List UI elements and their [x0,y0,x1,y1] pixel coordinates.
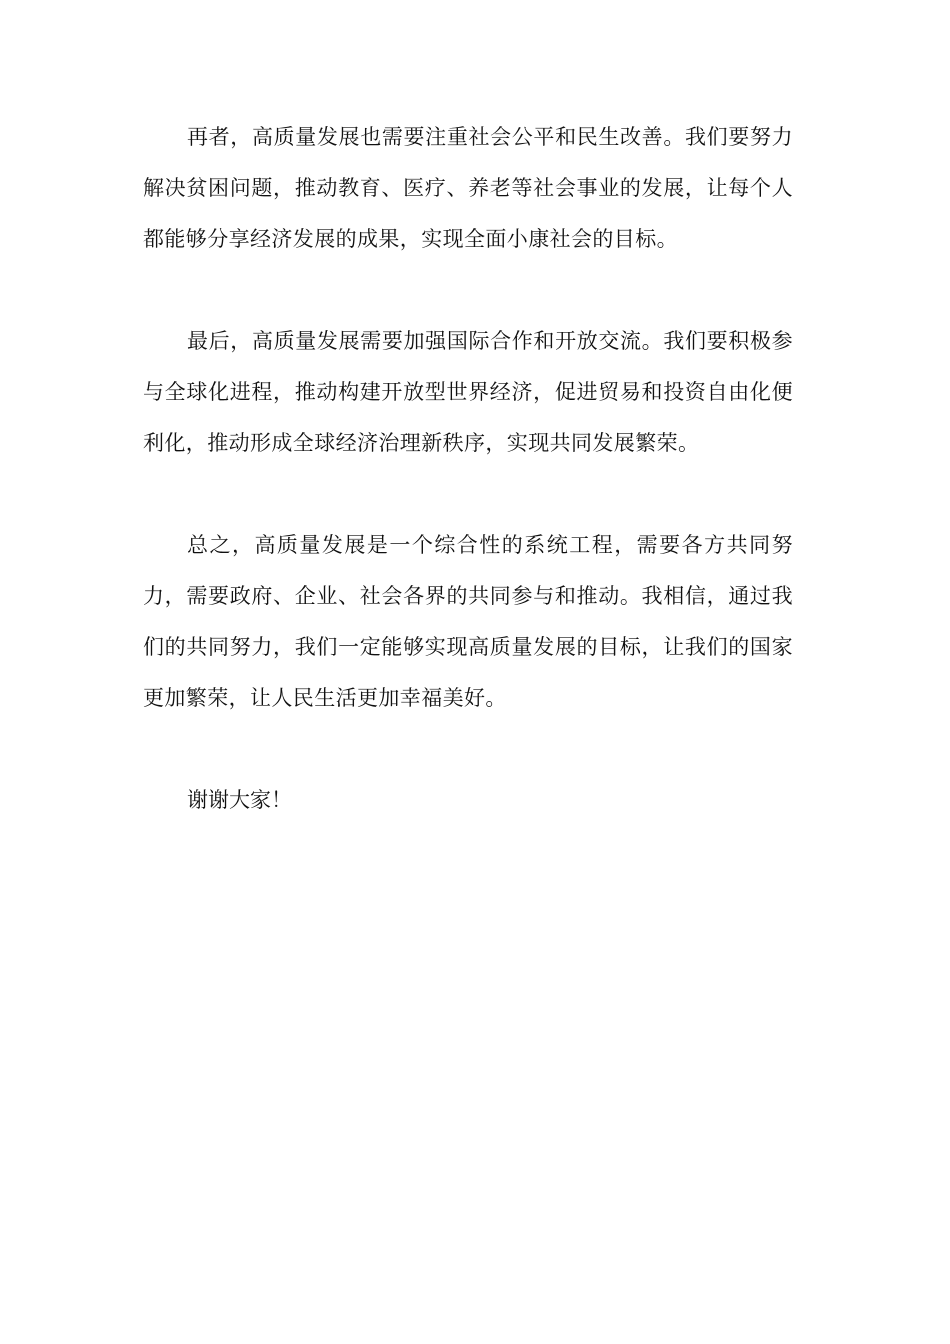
paragraph-spacer [143,265,793,316]
paragraph-international-cooperation: 最后，高质量发展需要加强国际合作和开放交流。我们要积极参与全球化进程，推动构建开放型世界经济，促进贸易和投资自由化便利化，推动形成全球经济治理新秩序，实现共同发展繁荣。 [143,329,793,455]
closing-thanks: 谢谢大家！ [187,788,292,812]
paragraph-social-fairness: 再者，高质量发展也需要注重社会公平和民生改善。我们要努力解决贫困问题，推动教育、医疗、养老等社会事业的发展，让每个人都能够分享经济发展的成果，实现全面小康社会的目标。 [143,125,793,251]
paragraph-spacer [143,469,793,520]
paragraph-conclusion: 总之，高质量发展是一个综合性的系统工程，需要各方共同努力，需要政府、企业、社会各界的共同参与和推动。我相信，通过我们的共同努力，我们一定能够实现高质量发展的目标，让我们的国家更加繁荣，让人民生活更加幸福美好。 [143,533,793,710]
document-body [143,112,793,826]
paragraph-spacer [143,724,793,775]
